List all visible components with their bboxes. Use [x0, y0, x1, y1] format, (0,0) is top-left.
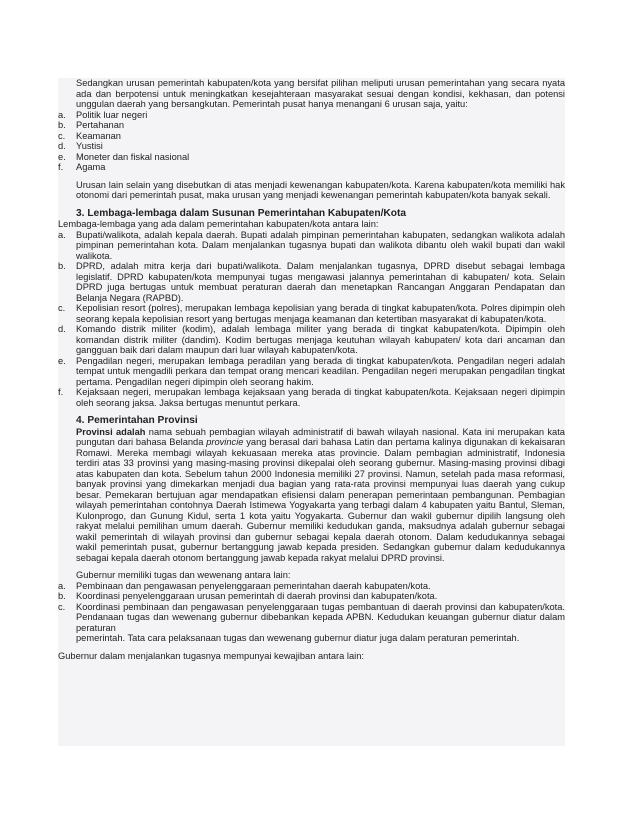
list-text: Kepolisian resort (polres), merupakan lembaga kepolisian yang berada di tingkat kabupaten/kota. Polres dipimpin oleh seorang kepala kepolisian resort yang bertugas menjaga keamanan dan ketertiban masyarakat di kabupaten/kota.: [76, 303, 565, 324]
list-item: [58, 261, 565, 303]
list-text: Kejaksaan negeri, merupakan lembaga kejaksaan yang berada di tingkat kabupaten/kota. Kejaksaan negeri dipimpin oleh seorang jaksa. Jaksa bertugas menuntut perkara.: [76, 387, 565, 408]
list-marker: f.: [58, 162, 64, 172]
list-text: Politik luar negeri: [76, 109, 148, 120]
duties-continuation: pemerintah. Tata cara pelaksanaan tugas dan wewenang gubernur diatur juga dalam peraturan pemerintah.: [76, 633, 520, 643]
governor-duties-lead: Gubernur memiliki tugas dan wewenang antara lain:: [76, 570, 291, 580]
list-marker: b.: [58, 261, 66, 271]
list-item: [58, 324, 565, 356]
list-item: [58, 152, 565, 163]
list-item: [58, 303, 565, 324]
list-text: DPRD, adalah mitra kerja dari bupati/walikota. Dalam menjalankan tugasnya, DPRD disebut sebagai lembaga legislatif. DPRD kabupaten/kota mempunyai tugas mengawasi jalannya pemerintahan di kabupaten/ kota. Selain DPRD juga bertugas untuk membuat peraturan daerah dan menetapkan Rancangan Anggaran Pendapatan dan Belanja Negara (RAPBD).: [76, 261, 565, 303]
list-item: [58, 602, 565, 634]
list-marker: d.: [58, 141, 66, 151]
section-heading-3: 3. Lembaga-lembaga dalam Susunan Pemerintahan Kabupaten/Kota: [76, 207, 407, 219]
authority-paragraph: Urusan lain selain yang disebutkan di atas menjadi kewenangan kabupaten/kota. Karena kabupaten/kota memiliki hak otonomi dari pemerintah pusat, maka urusan yang menjadi kewenangan pemerintah kabupaten/kota banyak sekali.: [76, 179, 565, 200]
list-text: Pengadilan negeri, merupakan lembaga peradilan yang berada di tingkat kabupaten/kota. Pengadilan negeri adalah tempat untuk mengadili perkara dan tempat orang mencari keadilan. Pengadilan negeri merupakan pengadilan tingkat pertama. Pengadilan negeri dipimpin oleh seorang hakim.: [76, 355, 565, 387]
list-marker: a.: [58, 580, 66, 591]
list-item: [58, 110, 565, 121]
section-lead-3: Lembaga-lembaga yang ada dalam pemerintahan kabupaten/kota antara lain:: [58, 219, 379, 229]
list-marker: c.: [58, 130, 66, 141]
document-page: [58, 78, 565, 746]
intro-paragraph: Sedangkan urusan pemerintah kabupaten/kota yang bersifat pilihan meliputi urusan pemerintahan yang secara nyata ada dan berpotensi untuk meningkatkan kesejahteraan masyarakat sesuai dengan kondisi, kekhasan, dan potensi unggulan daerah yang bersangkutan. Pemerintah pusat hanya menangani 6 urusan saja, yaitu:: [76, 78, 565, 109]
list-marker: c.: [58, 601, 66, 612]
list-marker: c.: [58, 303, 66, 313]
list-item: [58, 356, 565, 388]
list-marker: a.: [58, 229, 66, 240]
obligations-lead: Gubernur dalam menjalankan tugasnya mempunyai kewajiban antara lain:: [58, 650, 364, 661]
list-text: Koordinasi pembinaan dan pengawasan penyelenggaraan tugas pembantuan di daerah provinsi dan kabupaten/kota. Pendanaan tugas dan wewenang gubernur dibebankan kepada APBN. Kedudukan keuangan gubernur diatur dalam peraturan: [76, 601, 565, 633]
list-text: Pembinaan dan pengawasan penyelenggaraan pemerintahan daerah kabupaten/kota.: [76, 580, 431, 591]
list-item: [58, 120, 565, 131]
list-text: Koordinasi penyelenggaraan urusan pemerintah di daerah provinsi dan kabupaten/kota.: [76, 591, 438, 601]
governor-duties-list: [58, 581, 565, 634]
list-item: [58, 230, 565, 262]
list-item: [58, 131, 565, 142]
list-marker: e.: [58, 151, 66, 162]
list-text: Keamanan: [76, 130, 121, 141]
list-text: Moneter dan fiskal nasional: [76, 151, 190, 162]
province-paragraph: [76, 427, 565, 564]
central-affairs-list: [58, 110, 565, 173]
list-marker: d.: [58, 324, 66, 334]
list-text: Agama: [76, 162, 106, 172]
list-text: Bupati/walikota, adalah kepala daerah. Bupati adalah pimpinan pemerintahan kabupaten, sedangkan walikota adalah pimpinan pemerintahan kota. Dalam menjalankan tugasnya bupati dan walikota dibantu oleh wakil bupati dan wakil walikota.: [76, 229, 565, 261]
list-marker: a.: [58, 109, 66, 120]
text-run: yang berasal dari bahasa Latin dan pertama kalinya digunakan di kekaisaran Romawi. Mereka membagi wilayah kekuasaan mereka atas provincie. Dalam pembagian administratif, Indonesia terdiri atas 33 provinsi yang masing-masing provinsi dikepalai oleh seorang gubernur. Masing-masing provinsi dibagi atas kabupaten dan kota. Sebelum tahun 2000 Indonesia memiliki 27 provinsi. Namun, setelah pada masa reformasi, banyak provinsi yang dimekarkan menjadi dua bagian yang rata-rata provinsi mempunyai luas daerah yang cukup besar. Pemekaran bertujuan agar mendapatkan efisiensi dalam penerapan pemerintaan pembangunan. Pembagian wilayah pemerintahan contohnya Daerah Istimewa Yogyakarta yang terbagi dalam 4 kabupaten yaitu Bantul, Sleman, Kulonprogo, dan Gunung Kidul, serta 1 kota yaitu Yogyakarta. Gubernur dan wakil gubernur dipilih langsung oleh rakyat melalui pemilihan umum daerah. Gubernur memiliki kedudukan ganda, maksudnya adalah gubernur sebagai wakil pemerintah di wilayah provinsi dan gubernur sebagai kepala daerah otonom. Dalam kedudukannya sebagai wakil pemerintah pusat, gubernur bertanggung jawab kepada presiden. Sedangkan gubernur dalam kedudukannya sebagai kepala daerah otonom bertanggung jawab kepada rakyat melalui DPRD provinsi.: [76, 437, 566, 563]
list-item: [58, 387, 565, 408]
list-text: Yustisi: [76, 141, 103, 151]
term-bold: Provinsi adalah: [76, 426, 146, 437]
term-italic: provincie: [206, 437, 244, 447]
section-heading-4: 4. Pemerintahan Provinsi: [76, 415, 198, 426]
list-marker: e.: [58, 355, 66, 366]
text-run: nama sebuah pembagian wilayah administratif di bawah wilayah nasional. Kata ini merupakan kata pungutan dari bahasa Belanda: [76, 426, 565, 447]
list-marker: b.: [58, 120, 66, 130]
list-marker: f.: [58, 387, 64, 397]
list-item: [58, 591, 565, 602]
list-text: Komando distrik militer (kodim), adalah lembaga militer yang berada di tingkat kabupaten/kota. Dipimpin oleh komandan distrik militer (dandim). Kodim bertugas menjaga keutuhan wilayah kabupaten/ kota dari ancaman dan gangguan baik dari dalam maupun dari luar wilayah kabupaten/kota.: [76, 324, 565, 355]
list-item: [58, 581, 565, 592]
list-item: [58, 141, 565, 152]
list-item: [58, 162, 565, 173]
list-marker: b.: [58, 591, 66, 601]
institutions-list: [58, 230, 565, 409]
list-text: Pertahanan: [76, 120, 125, 130]
